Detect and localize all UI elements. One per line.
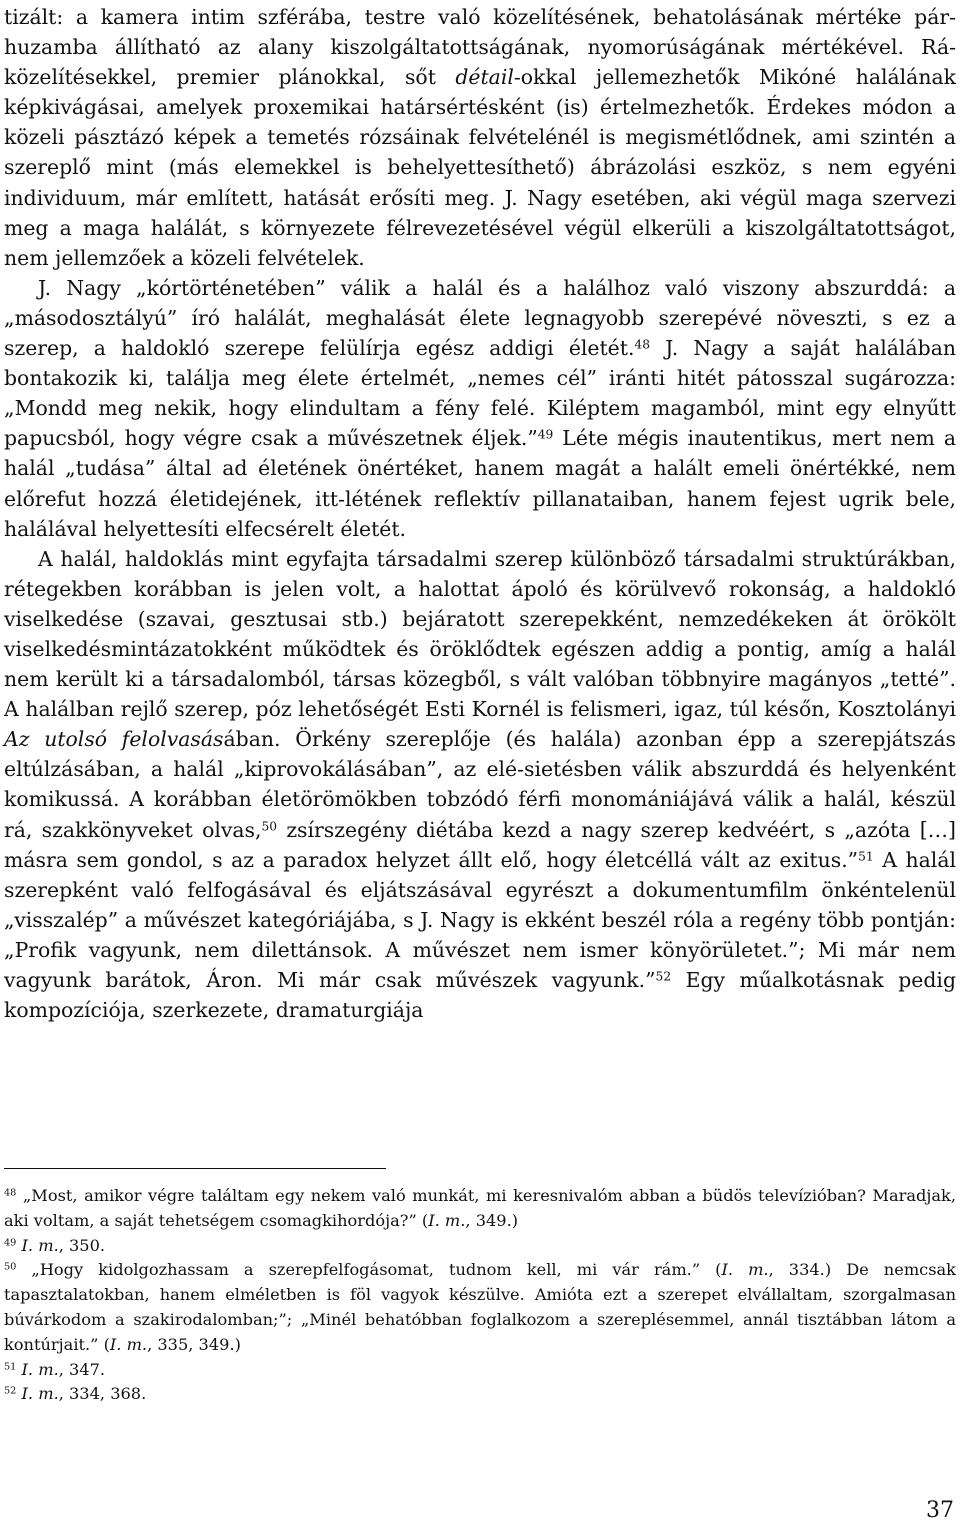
- footnote-ref: 49: [4, 1237, 17, 1249]
- italic-text: I. m.: [428, 1210, 466, 1230]
- footnote-ref: 50: [4, 1262, 17, 1274]
- footnote-ref: 52: [655, 969, 672, 984]
- footnote: [4, 1258, 956, 1357]
- italic-text: I. m.: [21, 1359, 59, 1379]
- text-run: ában. Örkény szereplője (és halála) azonban épp a szerepjátszás eltúlzásában, a halál „kiprovokálásában”, az elé-sietésben válik abszurddá és helyenként komikussá. A korábban életörömökben tobzódó férfi monomániájává válik a halál, készül rá, szakkönyveket olvas,: [4, 727, 956, 842]
- page-number: 37: [926, 1498, 954, 1523]
- text-run: Léte mégis inautentikus, mert nem a halál „tudása” által ad életének önértéket, hanem magát a halált emeli önértékké, nem előrefut hozzá életidejének, itt-létének reflektív pillanataiban, hanem fejest ugrik bele, halálával helyettesíti elfecsérelt életét.: [4, 426, 956, 541]
- text-run: tizált: a kamera intim szférába, testre való közelítésének, behatolásának mértéke párhuzamba állítható az alany kiszolgáltatottságának, nyomorúságának mértékével. Ráközelítésekkel, premier plánokkal, sőt: [4, 5, 956, 90]
- footnote-ref: 51: [858, 848, 874, 863]
- italic-text: I. m.: [109, 1334, 148, 1354]
- paragraph: [4, 2, 956, 273]
- text-run: , 349.): [465, 1210, 519, 1230]
- text-run: A halál, haldoklás mint egyfajta társadalmi szerep különböző társadalmi struktúrákban, rétegekben korábban is jelen volt, a halottat ápoló és körülvevő rokonság, a haldokló viselkedése (szavai, gesztusai stb.) bejáratott szerepekként, nemzedékeken át örökölt viselkedésmintázatokként működtek és öröklődtek egészen addig a pontig, amíg a halál nem került ki a társadalomból, társas közegből, s vált valóban többnyire magányos „tetté”. A halálban rejlő szerep, póz lehetőségét Esti Kornél is felismeri, igaz, túl későn, Kosztolányi: [4, 546, 956, 722]
- text-run: „Most, amikor végre találtam egy nekem való munkát, mi keresnivalóm abban a büdös televízióban? Maradjak, aki voltam, a saját tehetségem csomagkihordója?” (: [4, 1186, 956, 1230]
- italic-text: I. m.: [21, 1384, 59, 1404]
- text-run: , 350.: [58, 1235, 106, 1255]
- text-run: J. Nagy a saját halálában bontakozik ki, találja meg élete értelmét, „nemes cél” iránti hitét pátosszal sugározza: „Mondd meg nekik, hogy elindultam a fény felé. Kiléptem magamból, mint egy elnyűtt papucsból, hogy végre csak a művészetnek éljek.”: [4, 336, 956, 451]
- text-run: J. Nagy „kórtörténetében” válik a halál és a halálhoz való viszony abszurddá: a „másodosztályú” író halálát, meghalását élete legnagyobb szerepévé növeszti, s ez a szerep, a haldokló szerepe felülírja egész addigi életét.: [4, 275, 956, 361]
- footnote-ref: 48: [634, 337, 650, 352]
- text-run: , 334.) De nemcsak tapasztalatokban, hanem elméletben is föl vagyok készülve. Amióta ezt a szerepet elvállaltam, szorgalmasan búvárkodom a szakirodalomban;”; „Minél behatóbban foglalkozom a szereplésemmel, annál tisztábban látom a kontúrjait.” (: [4, 1260, 956, 1354]
- footnote-ref: 50: [261, 818, 278, 833]
- footnote-separator: [4, 1168, 386, 1169]
- footnote: [4, 1382, 956, 1407]
- footnote: [4, 1184, 956, 1234]
- text-run: , 334, 368.: [58, 1384, 147, 1404]
- italic-text: I. m.: [721, 1260, 769, 1280]
- body-text: [4, 2, 956, 1025]
- text-run: Egy műalkotásnak pedig kompozíciója, szerkezete, dramaturgiája: [4, 968, 956, 1023]
- footnote-ref: 48: [4, 1187, 17, 1199]
- text-run: , 347.: [58, 1359, 106, 1379]
- footnotes: [4, 1184, 956, 1407]
- text-run: -okkal jellemezhetők Mikóné halálának képkivágásai, amelyek proxemikai határsértésként (is) értelmezhetők. Érdekes módon a közeli pásztázó képek a temetés rózsáinak felvételénél is megismétlődnek, ami szintén a szereplő mint (más elemekkel is behelyettesíthető) ábrázolási eszköz, s nem egyéni individuum, már említett, hatását erősíti meg. J. Nagy esetében, aki végül maga szervezi meg a maga halálát, s környezete félrevezetésével végül elkerüli a kiszolgáltatottságot, nem jellemzőek a közeli felvételek.: [4, 65, 956, 270]
- paragraph: [4, 273, 956, 544]
- text-run: A halál szerepként való felfogásával és eljátszásával egyrészt a dokumentumfilm önkéntelenül „visszalép” a művészet kategóriájába, s J. Nagy is ekként beszél róla a regény több pontján: „Profik vagyunk, nem dilettánsok. A művészet nem ismer könyörületet.”; Mi már nem vagyunk barátok, Áron. Mi már csak művészek vagyunk.”: [4, 847, 956, 992]
- text-run: zsírszegény diétába kezd a nagy szerep kedvéért, s „azóta […] másra sem gondol, s az a paradox helyzet állt elő, hogy életcéllá vált az exitus.”: [4, 817, 956, 872]
- footnote: [4, 1358, 956, 1383]
- text-run: „Hogy kidolgozhassam a szerepfelfogásomat, tudnom kell, mi vár rám.” (: [16, 1260, 722, 1280]
- italic-text: détail: [455, 65, 514, 90]
- footnote-ref: 51: [4, 1361, 17, 1373]
- footnote: [4, 1234, 956, 1259]
- paragraph: [4, 544, 956, 1026]
- italic-text: I. m.: [21, 1235, 59, 1255]
- italic-text: Az utolsó felolvasás: [4, 727, 224, 752]
- text-run: , 335, 349.): [147, 1334, 241, 1354]
- footnote-ref: 49: [537, 427, 554, 442]
- footnote-ref: 52: [4, 1386, 17, 1398]
